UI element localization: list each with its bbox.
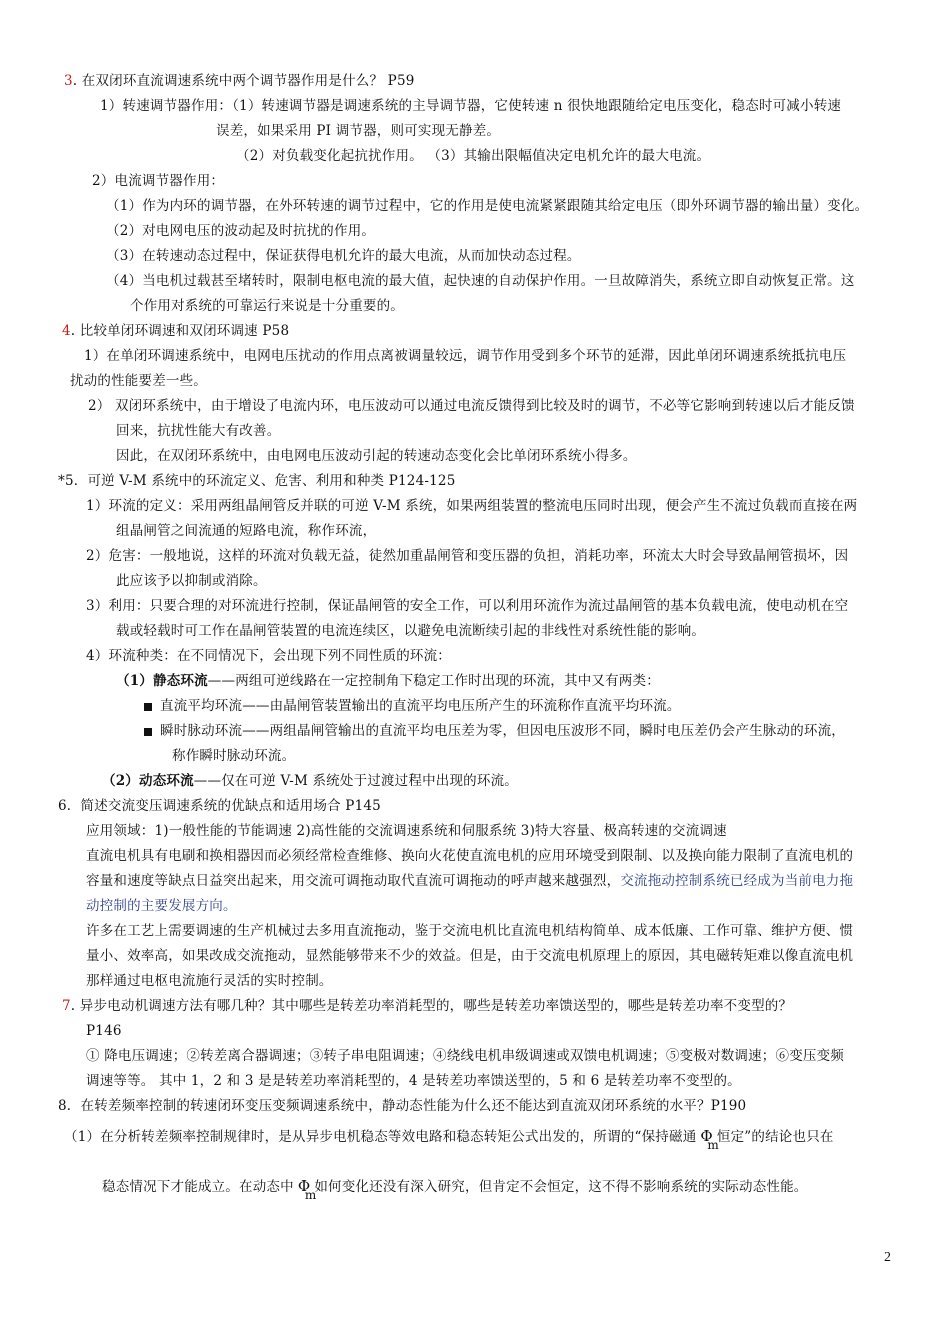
answer-text: 如何变化还没有深入研究，但肯定不会恒定，这不得不影响系统的实际动态性能。 (314, 1179, 808, 1195)
flux-symbol (700, 1127, 719, 1152)
q6-paragraph-1-line-3: 动控制的主要发展方向。 (86, 898, 237, 914)
bullet-item-dc-average (144, 697, 681, 715)
circulating-current-definition-line-2: 组晶闸管之间流通的短路电流，称作环流， (116, 523, 377, 539)
q6-paragraph-2-line-3: 那样通过电枢电流施行灵活的实时控制。 (86, 973, 333, 989)
question-4-title (62, 322, 289, 340)
q4-paragraph-1-line-1: 1）在单闭环调速系统中，电网电压扰动的作用点离被调量较远，调节作用受到多个环节的延滞，因此单闭环调速系统抵抗电压 (84, 348, 847, 364)
circulating-current-harm-line-2: 此应该予以抑制或消除。 (116, 573, 267, 589)
application-fields: 应用领域：1)一般性能的节能调速 2)高性能的交流调速系统和伺服系统 3)特大容量、极高转速的交流调速 (86, 823, 727, 839)
question-5-title: *5．可逆 V-M 系统中的环流定义、危害、利用和种类 P124-125 (58, 473, 456, 489)
circulating-current-use-line-2: 载或轻载时可工作在晶闸管装置的电流连续区，以避免电流断续引起的非线性对系统性能的影响。 (116, 623, 706, 639)
current-regulator-item-4-line-2: 个作用对系统的可靠运行来说是十分重要的。 (130, 298, 404, 314)
current-regulator-item-3: （3）在转速动态过程中，保证获得电机允许的最大电流，从而加快动态过程。 (106, 248, 581, 264)
phi-glyph: Φ (700, 1127, 713, 1145)
bullet-text: 瞬时脉动环流——两组晶闸管输出的直流平均电压差为零，但因电压波形不同，瞬时电压差仍会产生脉动的环流， (160, 723, 845, 739)
current-regulator-item-4-line-1: （4）当电机过载甚至堵转时，限制电枢电流的最大值，起快速的自动保护作用。一旦故障消失，系统立即自动恢复正常。这 (106, 273, 855, 289)
q6-paragraph-2-line-1: 许多在工艺上需要调速的生产机械过去多用直流拖动，鉴于交流电机比直流电机结构简单、成本低廉、工作可靠、维护方便、惯 (86, 923, 854, 939)
circulating-current-definition-line-1: 1）环流的定义：采用两组晶闸管反并联的可逆 V-M 系统，如果两组装置的整流电压同时出现，便会产生不流过负载而直接在两 (86, 498, 858, 514)
page-number: 2 (884, 1250, 891, 1265)
dynamic-circulating-current (102, 772, 518, 790)
q6-paragraph-1-line-1: 直流电机具有电刷和换相器因而必须经常检查维修、换向火花使直流电机的应用环境受到限制、以及换向能力限制了直流电机的 (86, 848, 854, 864)
question-number: 7 (62, 998, 71, 1014)
q8-answer-line-1 (64, 1127, 834, 1152)
dynamic-description: ——仅在可逆 V-M 系统处于过渡过程中出现的环流。 (193, 773, 518, 789)
circulating-current-kinds: 4）环流种类：在不同情况下，会出现下列不同性质的环流： (86, 648, 451, 664)
question-8-title: 8．在转差频率控制的转速闭环变压变频调速系统中，静动态性能为什么还不能达到直流双闭环系统的水平？P190 (58, 1098, 747, 1114)
q6-paragraph-1-line-2 (86, 872, 853, 890)
question-text: . 异步电动机调速方法有哪几种？其中哪些是转差功率消耗型的，哪些是转差功率馈送型的，哪些是转差功率不变型的？ (70, 998, 793, 1014)
question-3-title (64, 72, 415, 90)
q6-paragraph-2-line-2: 量小、效率高，如果改成交流拖动，显然能够带来不少的效益。但是，由于交流电机原理上的原因，其电磁转矩难以像直流电机 (86, 948, 854, 964)
q7-answer-line-2: 调速等等。 其中 1，2 和 3 是是转差功率消耗型的，4 是转差功率馈送型的，5 和 6 是转差功率不变型的。 (86, 1073, 741, 1089)
q4-paragraph-1-line-2: 扰动的性能要差一些。 (70, 373, 207, 389)
speed-regulator-line-1: 1）转速调节器作用：（1）转速调节器是调速系统的主导调节器，它使转速 n 很快地跟随给定电压变化，稳态时可减小转速 (100, 98, 842, 114)
speed-regulator-line-3: （2）对负载变化起抗扰作用。 （3）其输出限幅值决定电机允许的最大电流。 (236, 148, 711, 164)
static-circulating-current (116, 672, 660, 690)
static-label: （1）静态环流 (116, 673, 208, 689)
answer-text: （1）在分析转差频率控制规律时，是从异步电机稳态等效电路和稳态转矩公式出发的，所谓的“保持磁通 (64, 1129, 697, 1145)
highlighted-text: 交流拖动控制系统已经成为当前电力拖 (620, 873, 854, 889)
phi-subscript: m (707, 1138, 719, 1152)
question-number: 4 (62, 323, 71, 339)
q7-answer-line-1: ① 降电压调速；②转差离合器调速；③转子串电阻调速；④绕线电机串级调速或双馈电机调速；⑤变极对数调速；⑥变压变频 (86, 1048, 844, 1064)
question-text: . 比较单闭环调速和双闭环调速 P58 (70, 323, 290, 339)
phi-subscript: m (304, 1188, 317, 1202)
q4-paragraph-2-line-2: 回来，抗扰性能大有改善。 (116, 423, 281, 439)
square-bullet-icon (144, 728, 152, 736)
answer-text: 稳态情况下才能成立。在动态中 (102, 1179, 294, 1195)
dynamic-label: （2）动态环流 (102, 773, 194, 789)
circulating-current-harm-line-1: 2）危害：一般地说，这样的环流对负载无益，徒然加重晶闸管和变压器的负担，消耗功率，环流太大时会导致晶闸管损坏，因 (86, 548, 849, 564)
current-regulator-title: 2）电流调节器作用： (92, 173, 225, 189)
bullet-text: 直流平均环流——由晶闸管装置输出的直流平均电压所产生的环流称作直流平均环流。 (160, 698, 681, 714)
flux-symbol (297, 1177, 317, 1202)
question-text: . 在双闭环直流调速系统中两个调节器作用是什么？ P59 (72, 73, 415, 89)
q8-answer-line-2 (102, 1177, 808, 1202)
phi-glyph: Φ (297, 1177, 311, 1195)
question-6-title: 6．简述交流变压调速系统的优缺点和适用场合 P145 (58, 798, 381, 814)
current-regulator-item-1: （1）作为内环的调节器，在外环转速的调节过程中，它的作用是使电流紧紧跟随其给定电压（即外环调节器的输出量）变化。 (106, 198, 869, 214)
question-7-title (62, 997, 792, 1015)
speed-regulator-line-2: 误差，如果采用 PI 调节器，则可实现无静差。 (216, 123, 501, 139)
circulating-current-use-line-1: 3）利用：只要合理的对环流进行控制，保证晶闸管的安全工作，可以利用环流作为流过晶闸管的基本负载电流，使电动机在空 (86, 598, 849, 614)
square-bullet-icon (144, 703, 152, 711)
current-regulator-item-2: （2）对电网电压的波动起及时抗扰的作用。 (106, 223, 376, 239)
bullet-item-instantaneous (144, 722, 845, 740)
static-description: ——两组可逆线路在一定控制角下稳定工作时出现的环流，其中又有两类： (207, 673, 660, 689)
question-7-page-ref: P146 (86, 1023, 122, 1039)
q4-conclusion: 因此，在双闭环系统中，由电网电压波动引起的转速动态变化会比单闭环系统小得多。 (116, 448, 637, 464)
q4-paragraph-2-line-1: 2） 双闭环系统中，由于增设了电流内环，电压波动可以通过电流反馈得到比较及时的调节，不必等它影响到转速以后才能反馈 (88, 398, 855, 414)
bullet-item-instantaneous-line-2: 称作瞬时脉动环流。 (172, 748, 296, 764)
question-number: 3 (64, 73, 73, 89)
answer-text: 恒定”的结论也只在 (716, 1129, 834, 1145)
normal-text: 容量和速度等缺点日益突出起来，用交流可调拖动取代直流可调拖动的呼声越来越强烈， (86, 873, 621, 889)
